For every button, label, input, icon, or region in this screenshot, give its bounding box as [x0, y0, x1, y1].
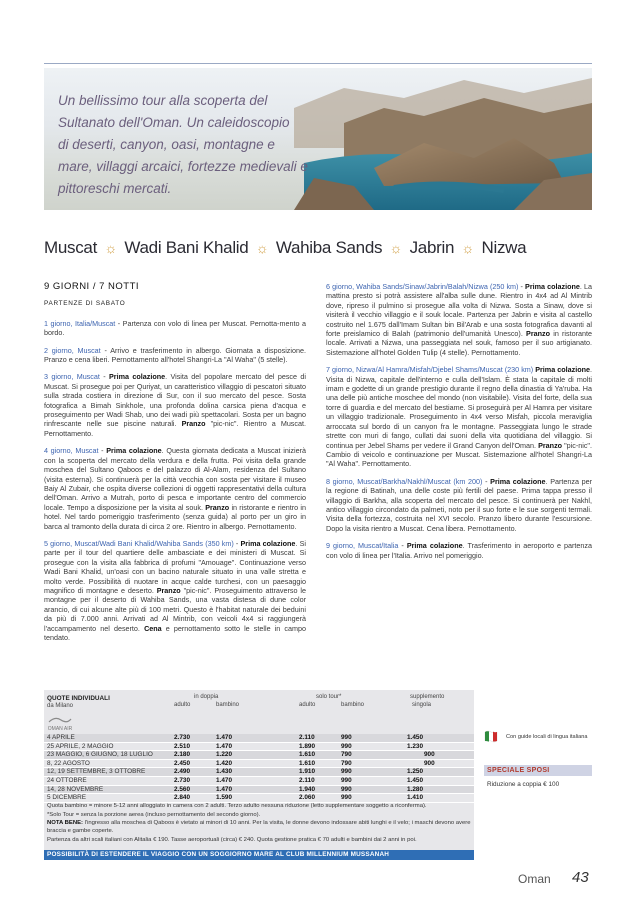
day-9: 9 giorno, Muscat/Italia - Prima colazione. Trasferimento in aeroporto e partenza con volo di linea per l'Italia. Arrivo nel pomeriggio. [326, 541, 592, 560]
table-row [44, 743, 474, 752]
price-child-solo: 990 [341, 734, 352, 741]
note-bene-label: NOTA BENE: [47, 820, 83, 827]
header-child: bambino [216, 702, 240, 708]
italy-flag-icon [484, 730, 498, 743]
price-table [44, 690, 474, 850]
day-6: 6 giorno, Wahiba Sands/Sinaw/Jabrin/Balah/Nizwa (250 km) - Prima colazione. La mattina presto si potrà assistere all'alba sulle dune. Rientro in 4x4 ad Al Mintrib dove, ripreso il pulmino si prosegue alla volta di Nizwa. Sosta a Sinaw, dove si visiterà il vecchio villaggio e il souk locale. Partenza per Jabrin e visita al castello costruito nel 1.675 dall'Imam Sultan bin Bil'Arab e una sosta fotografica davanti al forte preislamico di Balah (patrimonio dell'umanità Unesco). Pranzo in ristorante locale. Arrivati a Nizwa, una passeggiata nel souk, famoso per il suo artigianato. Sistemazione all'hotel Golden Tulip (4 stelle). Pernottamento. [326, 282, 592, 357]
hero-image [44, 68, 592, 210]
meal: Prima colazione [535, 365, 590, 375]
note-child: Quota bambino = minore 5-12 anni alloggiato in camera con 2 adulti. Terzo adulto nessuna riduzione (letto supplementare soggetto a riconferma). [47, 803, 427, 809]
day-head: 4 giorno, Muscat [44, 446, 99, 456]
price-child-double: 1.470 [216, 742, 232, 750]
price-adult-double: 2.560 [174, 785, 190, 793]
table-row [44, 768, 474, 777]
departure-label: PARTENZE DI SABATO [44, 300, 126, 308]
route-stop: Wahiba Sands [275, 238, 383, 257]
departure-city: da Milano [47, 703, 74, 709]
day-text: . Si parte per il tour del quartiere delle ambasciate e dei ministeri di Muscat. Si prosegue con la visita alla fabbrica di profumi "Amouage". Continuazione verso Wadi Bani Khalid, un'oasi con un bacino naturale situato in una valle stretta e molto verde. Possibilità di nuotare in acque calde turchesi, con un paesaggio magnifico di montagne e deserto. [44, 538, 306, 595]
day-8: 8 giorno, Muscat/Barkha/Nakhl/Muscat (km 200) - Prima colazione. Partenza per la regione di Batinah, una delle coste più fertili del paese. Prima tappa presso il villaggio di Barkha, alla scoperta del mercato del pesce. Si continuerà per Nakhl, antico villaggio circondato da palmeti, noto per il suo forte e le sue sorgenti termali. Visita della fortezza, costruita nel XVI secolo. Pranzo libero durante l'escursione. Dopo la visita rientro a Muscat. Cena libera. Pernottamento. [326, 476, 593, 533]
price-adult-double: 2.840 [174, 794, 190, 802]
day-head: 5 giorno, Muscat/Wadi Bani Khalid/Wahiba Sands (350 km) [44, 538, 234, 548]
day-text: - Arrivo e trasferimento in albergo. Giornata a disposizione. Pranzo e cena liberi. Pernottamento all'hotel Shangri-La "Al Waha" (5 stelle). [44, 345, 306, 365]
sun-icon: ☼ [461, 240, 475, 256]
day-text: - Partenza con volo di linea per Muscat. Pernotta-mento a bordo. [44, 318, 306, 338]
day-text: . Questa giornata dedicata a Muscat inizierà con la scoperta del mercato della verdura e della frutta. Poi visita della grande moschea del Sultano Qaboos e del palazzo di Al-Alam, residenza del Sultano (visita esterna). Si continuerà per la città vecchia con sosta per visitare il museo Baiy Al Zubair, che ospita diverse collezioni di oggetti rappresentativi della cultura dell'Oman. Arrivo a Mutrah, porto di pesca e importante centro del commercio locale. Tempo a disposizione per la visita al souk. [44, 446, 306, 512]
row-date: 24 OTTOBRE [47, 776, 87, 784]
meal: Prima colazione [240, 538, 296, 548]
day-text: . Trasferimento in aeroporto e partenza con volo di linea per l'Italia. Arrivo nel pomeriggio. [326, 541, 592, 560]
day-text: in ristorante e rientro in hotel. Nel tardo pomeriggio trasferimento (senza guida) al porto per un giro in barca al tramonto della durata di circa 2 ore. Rientro in albergo. Pernottamento. [44, 502, 306, 531]
airline-logo-icon [47, 716, 73, 724]
day-head: 7 giorno, Nizwa/Al Hamra/Misfah/Djebel Shams/Muscat (230 km) [326, 365, 534, 375]
hero-line-1: Un bellissimo tour alla scoperta del [58, 93, 268, 108]
day-5: 5 giorno, Muscat/Wadi Bani Khalid/Wahiba Sands (350 km) - Prima colazione. Si parte per il tour del quartiere delle ambasciate e dei ministeri di Muscat. Si prosegue con la visita alla fabbrica di profumi "Amouage". Continuazione verso Wadi Bani Khalid, un'oasi con un bacino naturale situato in una valle stretta e molto verde. Possibilità di nuotare in acque calde turchesi, con un paesaggio magnifico di montagne e deserto. Pranzo "pic-nic". Proseguimento attraverso le montagne per il deserto di Wahiba Sands, una vasta distesa di dune color arancio, di cui alcune alte più di 100 metri. Questo è l'habitat naturale dei beduini da più di 7.000 anni. Arrivati ad Al Mintrib, con veicoli 4x4 si raggiungerà l'accampamento nel deserto. Cena e pernottamento sotto le stelle in campo tendato. [44, 538, 306, 642]
price-child-solo: 790 [341, 751, 352, 759]
sun-icon: ☼ [255, 240, 269, 256]
price-child-double: 1.420 [216, 759, 232, 767]
price-child-double: 1.470 [216, 734, 232, 741]
price-single: 1.230 [407, 742, 423, 750]
table-row [44, 760, 474, 769]
route-stop: Jabrin [409, 238, 455, 257]
price-single: 900 [424, 751, 435, 759]
route-stop: Wadi Bani Khalid [124, 238, 249, 257]
price-child-solo: 990 [341, 742, 352, 750]
day-4: 4 giorno, Muscat - Prima colazione. Questa giornata dedicata a Muscat inizierà con la scoperta del mercato della verdura e della frutta. Poi visita della grande moschea del Sultano Qaboos e del palazzo di Al-Alam, residenza del Sultano (visita esterna). Si continuerà per la città vecchia con sosta per visitare il museo Baiy Al Zubair, che ospita diverse collezioni di oggetti rappresentativi della cultura dell'Oman. Arrivo a Mutrah, porto di pesca e importante centro del commercio locale. Tempo a disposizione per la visita al souk. Pranzo in ristorante e rientro in hotel. Nel tardo pomeriggio trasferimento (senza guida) al porto per un giro in barca al tramonto della durata di circa 2 ore. Rientro in albergo. Pernottamento. [44, 446, 306, 531]
meal: Prima colazione [109, 372, 166, 382]
day-text: "pic-nic". Proseguimento attraverso le montagne per il deserto di Wahiba Sands, una vasta distesa di dune color arancio, di cui alcune alte più di 100 metri. Questo è l'habitat naturale dei beduini da più di 7.000 anni. Arrivati ad Al Mintrib, con veicoli 4x4 si raggiungerà l'accampamento nel deserto. [44, 585, 306, 633]
day-2 [44, 346, 306, 365]
price-single: 900 [424, 759, 435, 767]
footer-section-label: Oman [518, 872, 551, 886]
day-text: e pernottamento sotto le stelle in campo tendato. [44, 623, 306, 642]
price-rows [44, 734, 474, 803]
page-number: 43 [572, 869, 589, 886]
note-bene [47, 819, 473, 835]
meal: Pranzo [538, 440, 563, 450]
sposi-offer: Riduzione a coppia € 100 [487, 781, 560, 788]
price-adult-double: 2.180 [174, 751, 190, 759]
price-single: 1.450 [407, 776, 423, 784]
airline-logo-text: OMAN AIR [47, 726, 73, 732]
table-row [44, 786, 474, 795]
day-head: 1 giorno, Italia/Muscat [44, 318, 116, 328]
price-adult-solo: 1.910 [299, 768, 315, 776]
price-single: 1.410 [407, 794, 423, 802]
day-head: 8 giorno, Muscat/Barkha/Nakhl/Muscat (km 200) [326, 476, 483, 486]
meal: Cena [144, 623, 162, 633]
day-3: 3 giorno, Muscat - Prima colazione. Visita del popolare mercato del pesce di Muscat. Si prosegue poi per Quriyat, un caratteristico villaggio di pescatori situato sulla strada costiera in direzione di Sur, con il suo mercato del pesce. Sosta fotografica a Bimah Sinkhole, una profonda dolina carsica piena d'acqua e proseguimento per Wadi Shab, uno dei wadi più spettacolari. Sosta per un bagno rinfrescante nelle sue piscine naturali. Pranzo "pic-nic". Rientro a Muscat. Pernottamento. [44, 372, 306, 438]
day-text: in ristorante locale. Arrivati a Nizwa, una passeggiata nel souk, famoso per il suo artigianato. Sistemazione all'hotel Golden Tulip (4 stelle). Pernottamento. [326, 329, 592, 357]
meal: Pranzo [205, 502, 230, 512]
price-child-double: 1.430 [216, 768, 232, 776]
meal: Pranzo [526, 329, 551, 339]
price-single: 1.280 [407, 785, 423, 793]
price-adult-double: 2.450 [174, 759, 190, 767]
row-date: 5 DICEMBRE [47, 794, 87, 802]
price-child-solo: 790 [341, 759, 352, 767]
top-rule [44, 63, 592, 64]
route-stop: Muscat [44, 238, 97, 257]
duration-heading: 9 GIORNI / 7 NOTTI [44, 281, 140, 292]
price-adult-solo: 1.610 [299, 751, 315, 759]
price-adult-solo: 1.940 [299, 785, 315, 793]
price-child-double: 1.470 [216, 776, 232, 784]
sun-icon: ☼ [104, 240, 117, 256]
sun-icon: ☼ [389, 240, 403, 256]
meal: Pranzo [181, 419, 206, 429]
route-title [44, 238, 604, 258]
note-solo: *Solo Tour = senza la porzione aerea (incluso pernottamento del secondo giorno). [47, 811, 261, 818]
meal: Prima colazione [406, 541, 463, 551]
price-adult-double: 2.490 [174, 768, 190, 776]
price-adult-solo: 1.890 [299, 742, 315, 750]
row-date: 23 MAGGIO, 6 GIUGNO, 18 LUGLIO [47, 751, 153, 759]
price-notes [47, 802, 473, 844]
hero-line-3: di deserti, canyon, oasi, montagne e [58, 137, 275, 152]
price-single: 1.450 [407, 734, 423, 741]
price-adult-double: 2.730 [174, 734, 190, 741]
price-adult-solo: 2.110 [299, 776, 315, 784]
header-double: in doppia [194, 694, 219, 700]
note-bene-text: l'ingresso alla moschea di Qaboos è vietato ai minori di 10 anni. Per la visita, le donne devono indossare abiti lunghi e il velo; i maschi devono avere braccia e gambe coperte. [47, 820, 471, 835]
quote-title: QUOTE INDIVIDUALI [47, 695, 110, 702]
day-text: "pic-nic". Cambio di veicolo e continuazione per Muscat. Sistemazione all'hotel Shangri-La "Al Waha". Pernottamento. [326, 440, 592, 469]
price-child-double: 1.470 [216, 785, 232, 793]
day-head: 6 giorno, Wahiba Sands/Sinaw/Jabrin/Balah/Nizwa (250 km) [326, 282, 519, 291]
header-adult: adulto [174, 702, 191, 708]
price-child-double: 1.590 [216, 794, 232, 802]
header-single: singola [412, 702, 432, 708]
meal: Prima colazione [490, 476, 546, 486]
price-adult-double: 2.510 [174, 742, 190, 750]
hero-caption [58, 90, 348, 200]
day-text: . Visita del popolare mercato del pesce di Muscat. Si prosegue poi per Quriyat, un caratteristico villaggio di pescatori situato sulla strada costiera in direzione di Sur, con il suo mercato del pesce. Sosta fotografica a Bimah Sinkhole, una profonda dolina carsica piena d'acqua e proseguimento per Wadi Shab, uno dei wadi più spettacolari. Sosta per un bagno rinfrescante nelle sue piscine naturali. [44, 372, 306, 429]
hero-line-2: Sultanato dell'Oman. Un caleidoscopio [58, 115, 290, 130]
price-child-solo: 990 [341, 768, 352, 776]
day-1 [44, 319, 306, 338]
day-text: . Visita di Nizwa, capitale dell'interno e culla dell'Islam. È stata la capitale di molti imam e godette di un grande prestigio durante il regno della dinastia di Ya'ruba. Ha una delle più antiche moschee del mondo (non visitabile). Visita del forte, della sua torre di guardia e del mercato del bestiame. Si proseguirà per Al Hamra per visitare un villaggio tradizionale. Proseguimento in 4x4 verso Misfah, piccola meraviglia arroccata sul bordo di un canyon fra le montagne. Passeggiata lungo le strade strette con muri di fango, cullati dai suoni della vita quotidiana del villaggio. Si continua per Jebel Shams per vedere il Grand Canyon dell'Oman. [326, 365, 592, 450]
airline-logo [47, 716, 73, 730]
row-date: 25 APRILE, 2 MAGGIO [47, 742, 114, 750]
day-head: 3 giorno, Muscat [44, 372, 100, 382]
price-adult-solo: 1.610 [299, 759, 315, 767]
header-adult: adulto [299, 702, 316, 708]
hero-line-4: mare, villaggi arcaici, fortezze medievali e [58, 159, 308, 174]
price-adult-double: 2.730 [174, 776, 190, 784]
day-head: 9 giorno, Muscat/Italia [326, 541, 399, 551]
day-7 [326, 365, 592, 468]
sposi-heading: SPECIALE SPOSI [484, 765, 592, 776]
guide-label: Con guide locali di lingua italiana [506, 734, 588, 740]
day-text: "pic-nic". Rientro a Muscat. Pernottamento. [44, 419, 306, 438]
meal: Pranzo [156, 585, 181, 595]
sidebar-box [478, 690, 592, 860]
hero-line-5: pittoreschi mercati. [58, 181, 172, 196]
table-row [44, 777, 474, 786]
price-adult-solo: 2.110 [299, 734, 315, 741]
header-solo: solo tour* [316, 694, 342, 700]
price-child-solo: 990 [341, 776, 352, 784]
note-fees: Partenza da altri scali italiani con Alitalia € 190. Tasse aeroportuali (circa) € 240. Quota gestione pratica € 70 adulti e bambini dai 2 anni in poi. [47, 836, 417, 843]
header-supplement: supplemento [410, 694, 445, 700]
price-child-double: 1.220 [216, 751, 232, 759]
table-row [44, 751, 474, 760]
route-stop: Nizwa [481, 238, 527, 257]
price-child-solo: 990 [341, 785, 352, 793]
day-text: . La mattina presto si potrà assistere all'alba sulle dune. Rientro in 4x4 ad Al Mintrib dove, ripreso il pulmino si prosegue alla volta di Nizwa. Sosta a Sinaw, dove si visiterà il vecchio villaggio e il souk locale. Partenza per Jabrin e visita al castello costruito nel 1.675 dall'Imam Sultan bin Bil'Arab e una sosta fotografica davanti al forte preislamico di Balah (patrimonio dell'umanità Unesco). [326, 282, 592, 339]
row-date: 4 APRILE [47, 734, 75, 741]
price-adult-solo: 2.060 [299, 794, 315, 802]
table-row [44, 734, 474, 743]
extension-banner: POSSIBILITÀ DI ESTENDERE IL VIAGGIO CON UN SOGGIORNO MARE AL CLUB MILLENNIUM MUSSANAH [44, 850, 474, 860]
price-single: 1.250 [407, 768, 423, 776]
itinerary-right-column [326, 282, 592, 568]
itinerary-left-column [44, 282, 306, 650]
day-head: 2 giorno, Muscat [44, 345, 101, 355]
row-date: 12, 19 SETTEMBRE, 3 OTTOBRE [47, 768, 146, 776]
day-text: . Partenza per la regione di Batinah, una delle coste più fertili del paese. Prima tappa presso il villaggio di Barkha, alla scoperta del mercato del pesce. Si continuerà per Nakhl, antico villaggio circondato da palmeti, noto per il suo forte e le sue sorgenti termali. Visita della fortezza, costruita nel XVI secolo. Pranzo libero durante l'escursione. Dopo la visita rientro a Muscat. Cena libera. Pernottamento. [326, 476, 593, 533]
meal: Prima colazione [525, 282, 580, 291]
row-date: 14, 28 NOVEMBRE [47, 785, 104, 793]
row-date: 8, 22 AGOSTO [47, 759, 90, 767]
price-child-solo: 990 [341, 794, 352, 802]
meal: Prima colazione [106, 446, 162, 456]
header-child: bambino [341, 702, 365, 708]
